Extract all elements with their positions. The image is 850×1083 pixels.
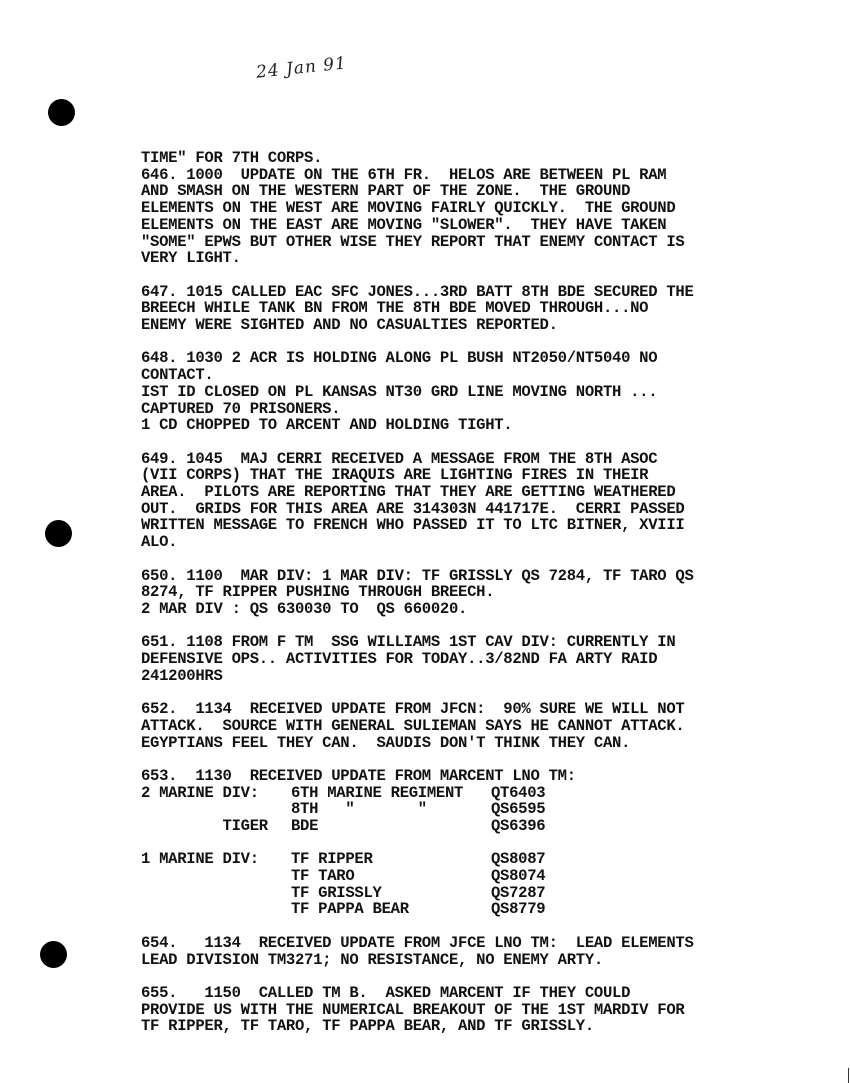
unit-row [141, 785, 801, 802]
unit-row [141, 901, 801, 918]
log-line: (VII CORPS) THAT THE IRAQUIS ARE LIGHTING FIRES IN THEIR [141, 466, 649, 485]
unit-row [141, 868, 801, 885]
log-entry [141, 568, 801, 618]
log-line: ATTACK. SOURCE WITH GENERAL SULIEMAN SAYS HE CANNOT ATTACK. [141, 716, 685, 735]
grid-cell: QT6403 [491, 783, 546, 802]
log-entries [141, 150, 801, 751]
unit-cell: 6TH MARINE REGIMENT [291, 783, 464, 802]
log-line: 2 MAR DIV : QS 630030 TO QS 660020. [141, 599, 468, 618]
log-line: CONTACT. [141, 366, 214, 385]
log-line: 646. 1000 UPDATE ON THE 6TH FR. HELOS ARE BETWEEN PL RAM [141, 165, 667, 184]
grid-cell: QS8087 [491, 850, 546, 869]
log-line: ELEMENTS ON THE EAST ARE MOVING "SLOWER". THEY HAVE TAKEN [141, 215, 667, 234]
log-line: IST ID CLOSED ON PL KANSAS NT30 GRD LINE MOVING NORTH ... [141, 382, 658, 401]
log-entries-tail [141, 935, 801, 1035]
log-line: VERY LIGHT. [141, 249, 241, 268]
punch-hole-middle [45, 520, 72, 547]
log-line: TIME" FOR 7TH CORPS. [141, 149, 323, 167]
log-line: 655. 1150 CALLED TM B. ASKED MARCENT IF THEY COULD [141, 983, 631, 1002]
log-entry [141, 451, 801, 551]
log-entry [141, 701, 801, 751]
grid-cell: QS6396 [491, 816, 546, 835]
log-entry [141, 150, 801, 267]
log-document-body [141, 150, 801, 1052]
division-cell [141, 868, 291, 885]
log-entry [141, 935, 801, 968]
division-cell [141, 885, 291, 902]
log-line: 647. 1015 CALLED EAC SFC JONES...3RD BATT 8TH BDE SECURED THE [141, 282, 694, 301]
marine-div-1-table [141, 851, 801, 918]
log-entry [141, 350, 801, 434]
log-line: 1 CD CHOPPED TO ARCENT AND HOLDING TIGHT. [141, 416, 513, 435]
log-line: WRITTEN MESSAGE TO FRENCH WHO PASSED IT TO LTC BITNER, XVIII [141, 516, 685, 535]
log-line: PROVIDE US WITH THE NUMERICAL BREAKOUT OF THE 1ST MARDIV FOR [141, 1000, 685, 1019]
log-line: 649. 1045 MAJ CERRI RECEIVED A MESSAGE FROM THE 8TH ASOC [141, 449, 658, 468]
log-line: BREECH WHILE TANK BN FROM THE 8TH BDE MOVED THROUGH...NO [141, 299, 649, 318]
log-line: LEAD DIVISION TM3271; NO RESISTANCE, NO ENEMY ARTY. [141, 950, 603, 969]
punch-hole-bottom [40, 941, 67, 968]
log-entry [141, 985, 801, 1035]
division-cell: TIGER [141, 816, 268, 835]
unit-cell: TF RIPPER [291, 850, 373, 869]
handwritten-date-annotation: 24 Jan 91 [255, 53, 348, 83]
log-line: ALO. [141, 533, 178, 552]
entry-653-heading: 653. 1130 RECEIVED UPDATE FROM MARCENT LNO TM: [141, 766, 576, 785]
log-line: DEFENSIVE OPS.. ACTIVITIES FOR TODAY..3/82ND FA ARTY RAID [141, 650, 658, 669]
log-line: 654. 1134 RECEIVED UPDATE FROM JFCE LNO TM: LEAD ELEMENTS [141, 933, 694, 952]
log-line: ENEMY WERE SIGHTED AND NO CASUALTIES REPORTED. [141, 316, 558, 335]
log-line: CAPTURED 70 PRISONERS. [141, 399, 341, 418]
log-line: EGYPTIANS FEEL THEY CAN. SAUDIS DON'T THINK THEY CAN. [141, 733, 631, 752]
grid-cell: QS7287 [491, 883, 546, 902]
log-line: 241200HRS [141, 666, 223, 685]
log-line: AREA. PILOTS ARE REPORTING THAT THEY ARE GETTING WEATHERED [141, 483, 676, 502]
unit-row [141, 818, 801, 835]
unit-cell: 8TH " " [291, 800, 427, 819]
unit-row [141, 801, 801, 818]
division-cell: 1 MARINE DIV: [141, 850, 259, 869]
log-line: 8274, TF RIPPER PUSHING THROUGH BREECH. [141, 583, 495, 602]
log-entry [141, 634, 801, 684]
punch-hole-top [48, 99, 75, 126]
grid-cell: QS8074 [491, 867, 546, 886]
page-edge-mark [848, 1068, 849, 1083]
log-line: ELEMENTS ON THE WEST ARE MOVING FAIRLY QUICKLY. THE GROUND [141, 199, 676, 218]
unit-cell: TF PAPPA BEAR [291, 900, 409, 919]
division-cell [141, 901, 291, 918]
log-line: 648. 1030 2 ACR IS HOLDING ALONG PL BUSH NT2050/NT5040 NO [141, 349, 658, 368]
log-entry-653 [141, 768, 801, 918]
log-line: TF RIPPER, TF TARO, TF PAPPA BEAR, AND TF GRISSLY. [141, 1017, 594, 1036]
log-line: "SOME" EPWS BUT OTHER WISE THEY REPORT THAT ENEMY CONTACT IS [141, 232, 685, 251]
log-line: AND SMASH ON THE WESTERN PART OF THE ZONE. THE GROUND [141, 182, 631, 201]
unit-cell: TF GRISSLY [291, 883, 382, 902]
division-cell [141, 801, 291, 818]
unit-cell: BDE [291, 816, 319, 835]
grid-cell: QS6595 [491, 800, 546, 819]
log-line: OUT. GRIDS FOR THIS AREA ARE 314303N 441717E. CERRI PASSED [141, 499, 685, 518]
log-line: 652. 1134 RECEIVED UPDATE FROM JFCN: 90% SURE WE WILL NOT [141, 700, 685, 719]
unit-cell: TF TARO [291, 867, 355, 886]
log-line: 651. 1108 FROM F TM SSG WILLIAMS 1ST CAV DIV: CURRENTLY IN [141, 633, 676, 652]
log-line: 650. 1100 MAR DIV: 1 MAR DIV: TF GRISSLY QS 7284, TF TARO QS [141, 566, 694, 585]
unit-row [141, 885, 801, 902]
marine-div-2-table [141, 785, 801, 835]
log-entry [141, 284, 801, 334]
grid-cell: QS8779 [491, 900, 546, 919]
division-cell: 2 MARINE DIV: [141, 783, 259, 802]
unit-row [141, 851, 801, 868]
